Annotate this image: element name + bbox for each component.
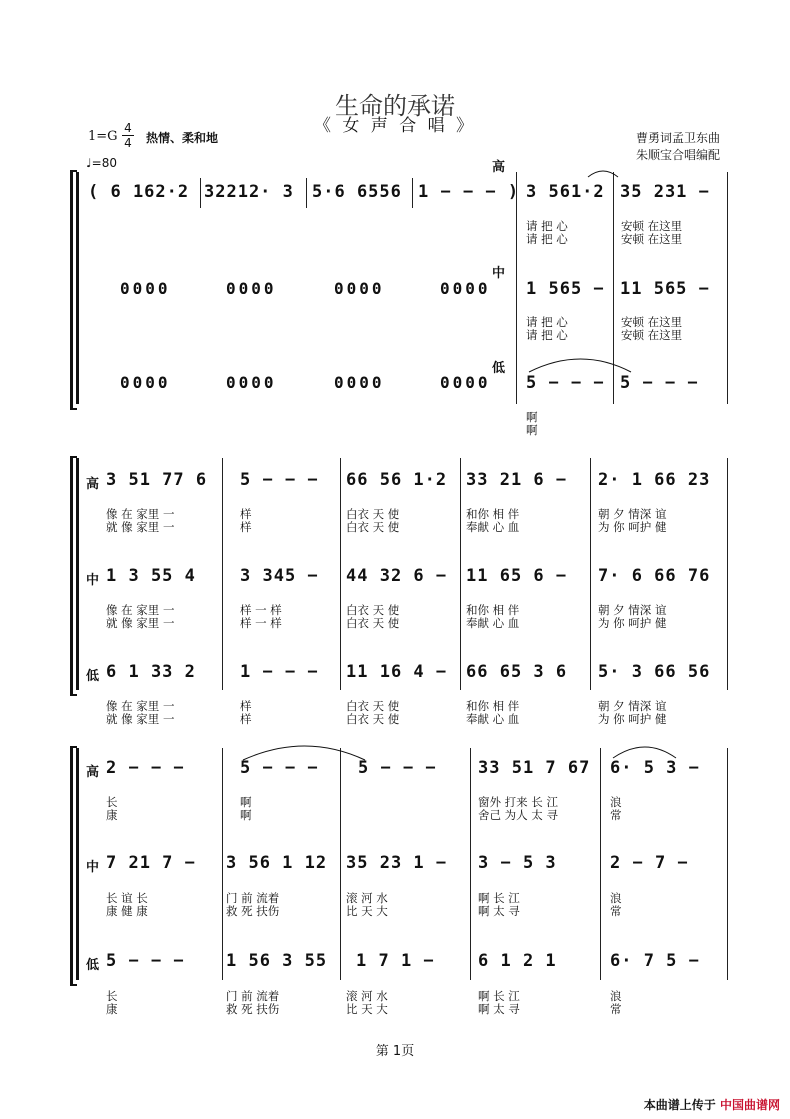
tempo-value: =80 — [91, 156, 117, 170]
lyric-line: 为 你 呵护 健 — [598, 616, 667, 630]
voice-label-low: 低 — [86, 669, 100, 684]
quarter-note-icon: ♩ — [86, 156, 92, 170]
lyric-line: 啊 — [526, 410, 538, 424]
lyric-line: 样 一 样 — [240, 616, 282, 630]
lyric-line: 奉献 心 血 — [466, 712, 520, 726]
voice-label-mid: 中 — [86, 860, 100, 875]
barline — [222, 458, 223, 690]
lyric-line: 康 — [106, 808, 118, 822]
low-measure: 5 − − − — [620, 373, 699, 393]
lyric-line: 康 — [106, 1002, 118, 1016]
lyric-line: 样 一 样 — [240, 603, 282, 617]
time-bottom: 4 — [122, 135, 134, 150]
lyric-line: 啊 太 寻 — [478, 904, 520, 918]
high-measure: 3 51 77 6 — [106, 470, 208, 490]
lyric-line: 常 — [610, 1002, 622, 1016]
lyric-line: 窗外 打来 长 江 — [478, 795, 558, 809]
rest-measure: 0000 — [440, 373, 491, 392]
lyric-line: 滚 河 水 — [346, 891, 388, 905]
lyric-line: 常 — [610, 808, 622, 822]
lyric-line: 安顿 在这里 — [621, 328, 683, 342]
tie-arc — [585, 165, 621, 179]
lyric-line: 啊 长 江 — [478, 989, 520, 1003]
lyric-line: 长 谊 长 — [106, 891, 148, 905]
barline — [340, 458, 341, 690]
song-title: 生命的承诺 — [335, 92, 455, 120]
lyric-line: 啊 — [526, 423, 538, 437]
tempo-marking: 热情、柔和地 — [146, 131, 219, 145]
lyric-line: 奉献 心 血 — [466, 520, 520, 534]
mid-measure: 35 23 1 − — [346, 853, 448, 873]
lyric-line: 常 — [610, 904, 622, 918]
system-brace — [70, 456, 77, 696]
lyric-line: 浪 — [610, 891, 622, 905]
lyric-line: 朝 夕 情深 谊 — [598, 699, 667, 713]
lyric-line: 比 天 大 — [346, 1002, 388, 1016]
mid-measure: 1 3 55 4 — [106, 566, 196, 586]
low-measure: 66 65 3 6 — [466, 662, 568, 682]
voice-label-high: 高 — [86, 765, 100, 780]
lyric-line: 样 — [240, 507, 252, 521]
voice-label-low: 低 — [492, 361, 506, 376]
lyric-line: 和你 相 伴 — [466, 699, 520, 713]
lyric-line: 和你 相 伴 — [466, 603, 520, 617]
rest-measure: 0000 — [120, 279, 171, 298]
rest-measure: 0000 — [120, 373, 171, 392]
lyric-line: 就 像 家里 一 — [106, 616, 175, 630]
mid-measure: 3 345 − — [240, 566, 319, 586]
system-brace — [70, 746, 77, 986]
intro-measure: 5·6 6556 — [312, 182, 402, 202]
low-measure: 6· 7 5 − — [610, 951, 700, 971]
rest-measure: 0000 — [334, 279, 385, 298]
high-measure: 2 − − − — [106, 758, 185, 778]
barline — [727, 172, 728, 404]
lyric-line: 浪 — [610, 989, 622, 1003]
low-measure: 5 − − − — [106, 951, 185, 971]
high-measure: 3 561·2 — [526, 182, 605, 202]
lyric-line: 就 像 家里 一 — [106, 520, 175, 534]
high-measure: 33 51 7 67 — [478, 758, 591, 778]
lyric-line: 啊 — [240, 795, 252, 809]
lyric-line: 比 天 大 — [346, 904, 388, 918]
lyric-line: 啊 — [240, 808, 252, 822]
tie-arc — [610, 740, 680, 760]
lyric-line: 就 像 家里 一 — [106, 712, 175, 726]
barline — [470, 748, 471, 980]
key-signature: 1=G — [88, 129, 118, 144]
barline — [516, 172, 517, 404]
tie-arc — [526, 352, 636, 374]
lyric-line: 滚 河 水 — [346, 989, 388, 1003]
lyric-line: 安顿 在这里 — [621, 315, 683, 329]
lyric-line: 样 — [240, 520, 252, 534]
lyric-line: 浪 — [610, 795, 622, 809]
lyric-line: 和你 相 伴 — [466, 507, 520, 521]
low-measure: 6 1 2 1 — [478, 951, 557, 971]
lyric-line: 样 — [240, 699, 252, 713]
lyric-line: 安顿 在这里 — [621, 232, 683, 246]
mid-measure: 7· 6 66 76 — [598, 566, 711, 586]
upload-text: 本曲谱上传于 — [643, 1098, 716, 1112]
lyric-line: 请 把 心 — [526, 219, 568, 233]
low-measure: 5· 3 66 56 — [598, 662, 711, 682]
lyric-line: 白衣 天 使 — [346, 699, 400, 713]
lyric-line: 为 你 呵护 健 — [598, 712, 667, 726]
lyric-line: 门 前 流着 — [226, 891, 280, 905]
system-brace — [70, 170, 77, 410]
lyric-line: 白衣 天 使 — [346, 507, 400, 521]
high-measure: 5 − − − — [358, 758, 437, 778]
lyric-line: 长 — [106, 989, 118, 1003]
metronome-mark — [86, 156, 117, 170]
lyric-line: 像 在 家里 一 — [106, 603, 175, 617]
voice-label-low: 低 — [86, 958, 100, 973]
lyric-line: 救 死 扶伤 — [226, 1002, 280, 1016]
song-subtitle: 《 女 声 合 唱 》 — [313, 116, 477, 136]
high-measure: 5 − − − — [240, 470, 319, 490]
lyric-line: 啊 太 寻 — [478, 1002, 520, 1016]
lyric-line: 请 把 心 — [526, 328, 568, 342]
barline — [460, 458, 461, 690]
page-number: 第 1页 — [375, 1044, 415, 1059]
low-measure: 6 1 33 2 — [106, 662, 196, 682]
barline — [306, 178, 307, 208]
barline — [412, 178, 413, 208]
arranger-credit: 朱顺宝合唱编配 — [635, 148, 720, 162]
mid-measure: 1 565 − — [526, 279, 605, 299]
mid-measure: 3 − 5 3 — [478, 853, 557, 873]
barline — [600, 748, 601, 980]
rest-measure: 0000 — [226, 373, 277, 392]
high-measure: 5 − − − — [240, 758, 319, 778]
upload-credit — [644, 1096, 780, 1113]
lyric-line: 朝 夕 情深 谊 — [598, 603, 667, 617]
voice-label-mid: 中 — [86, 573, 100, 588]
lyric-line: 救 死 扶伤 — [226, 904, 280, 918]
high-measure: 33 21 6 − — [466, 470, 568, 490]
composer-credit: 曹勇词孟卫东曲 — [635, 131, 720, 145]
tie-arc — [240, 740, 370, 762]
high-measure: 66 56 1·2 — [346, 470, 448, 490]
barline — [727, 748, 728, 980]
lyric-line: 朝 夕 情深 谊 — [598, 507, 667, 521]
mid-measure: 11 565 − — [620, 279, 710, 299]
lyric-line: 样 — [240, 712, 252, 726]
lyric-line: 白衣 天 使 — [346, 520, 400, 534]
lyric-line: 康 健 康 — [106, 904, 148, 918]
high-measure: 6· 5 3 − — [610, 758, 700, 778]
low-measure: 1 56 3 55 — [226, 951, 328, 971]
lyric-line: 舍己 为人 太 寻 — [478, 808, 558, 822]
voice-label-high: 高 — [86, 477, 100, 492]
lyric-line: 安顿 在这里 — [621, 219, 683, 233]
lyric-line: 门 前 流着 — [226, 989, 280, 1003]
barline — [340, 748, 341, 980]
rest-measure: 0000 — [334, 373, 385, 392]
site-logo[interactable]: 中国曲谱网 — [719, 1098, 780, 1112]
voice-label-high: 高 — [492, 160, 506, 175]
high-measure: 35 231 − — [620, 182, 710, 202]
lyric-line: 白衣 天 使 — [346, 712, 400, 726]
barline — [727, 458, 728, 690]
intro-measure: 32212· 3 — [204, 182, 294, 202]
lyric-line: 请 把 心 — [526, 315, 568, 329]
voice-label-mid: 中 — [492, 266, 506, 281]
lyric-line: 白衣 天 使 — [346, 603, 400, 617]
rest-measure: 0000 — [226, 279, 277, 298]
lyric-line: 像 在 家里 一 — [106, 507, 175, 521]
low-measure: 1 − − − — [240, 662, 319, 682]
time-signature — [122, 121, 134, 150]
mid-measure: 3 56 1 12 — [226, 853, 328, 873]
lyric-line: 奉献 心 血 — [466, 616, 520, 630]
intro-measure: ( 6 162·2 — [88, 182, 190, 202]
lyric-line: 长 — [106, 795, 118, 809]
mid-measure: 2 − 7 − — [610, 853, 689, 873]
mid-measure: 44 32 6 − — [346, 566, 448, 586]
mid-measure: 7 21 7 − — [106, 853, 196, 873]
lyric-line: 啊 长 江 — [478, 891, 520, 905]
mid-measure: 11 65 6 − — [466, 566, 568, 586]
lyric-line: 为 你 呵护 健 — [598, 520, 667, 534]
low-measure: 11 16 4 − — [346, 662, 448, 682]
rest-measure: 0000 — [440, 279, 491, 298]
intro-measure: 1 − − − ) — [418, 182, 520, 202]
barline — [222, 748, 223, 980]
barline — [590, 458, 591, 690]
lyric-line: 白衣 天 使 — [346, 616, 400, 630]
lyric-line: 请 把 心 — [526, 232, 568, 246]
low-measure: 1 7 1 − — [356, 951, 435, 971]
time-top: 4 — [124, 121, 132, 135]
high-measure: 2· 1 66 23 — [598, 470, 711, 490]
lyric-line: 像 在 家里 一 — [106, 699, 175, 713]
barline — [200, 178, 201, 208]
low-measure: 5 − − − — [526, 373, 605, 393]
